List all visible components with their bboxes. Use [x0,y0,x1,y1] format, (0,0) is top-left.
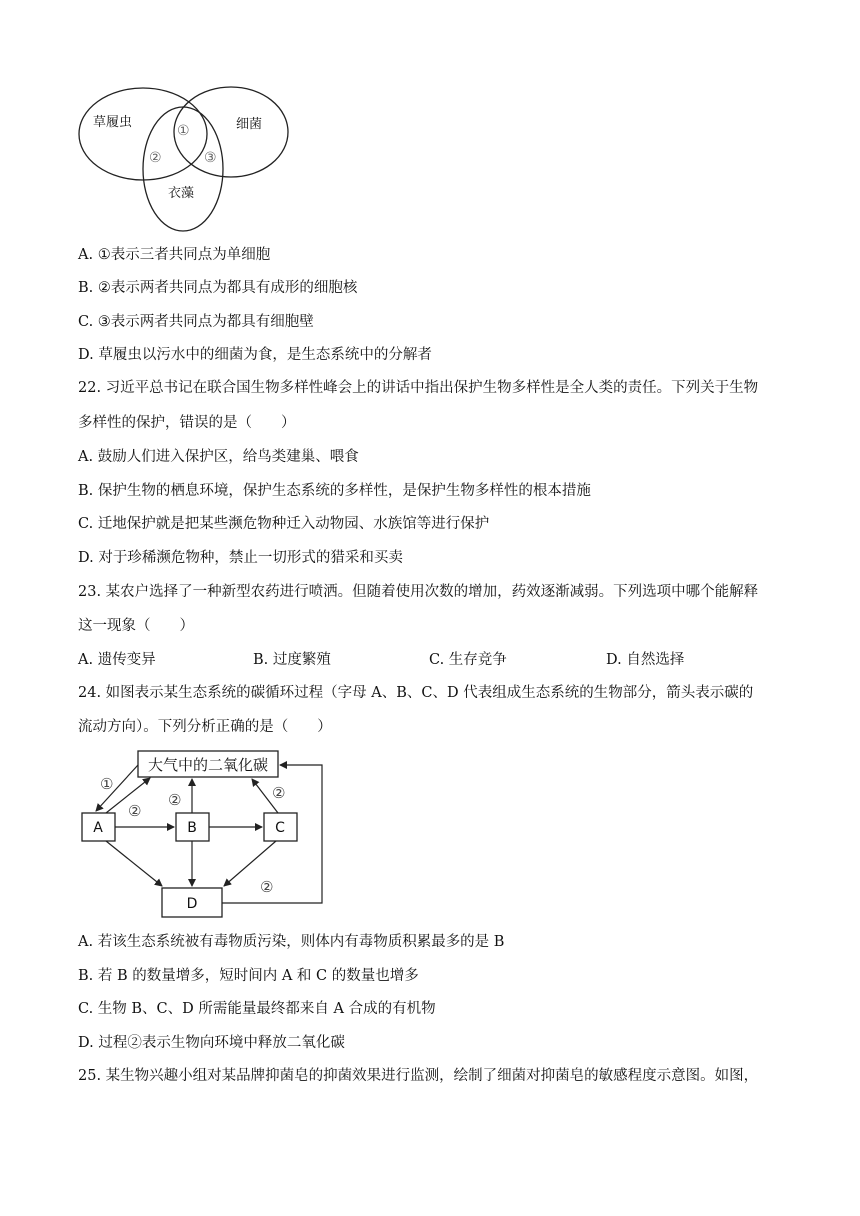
venn-mark-2: ② [149,150,162,166]
venn-label-chlamydomonas: 衣藻 [168,186,195,201]
q23-option-d: D. 自然选择 [606,652,685,668]
venn-label-paramecium: 草履虫 [93,115,133,130]
q24-option-c: C. 生物 B、C、D 所需能量最终都来自 A 合成的有机物 [78,1001,436,1017]
process-2-marker-c: ② [272,784,286,802]
venn-label-bacteria: 细菌 [236,117,263,132]
q24-option-d: D. 过程②表示生物向环境中释放二氧化碳 [78,1035,345,1051]
q22-option-a: A. 鼓励人们进入保护区，给鸟类建巢、喂食 [78,449,359,465]
organism-a-label: A [93,820,103,836]
q25-stem-line1: 25. 某生物兴趣小组对某品牌抑菌皂的抑菌效果进行监测，绘制了细菌对抑菌皂的敏感程度示意图。如图， [78,1068,759,1084]
organism-c-label: C [275,820,285,836]
q22-option-d: D. 对于珍稀濒危物种，禁止一切形式的猎采和买卖 [78,550,403,566]
q24-option-b: B. 若 B 的数量增多，短时间内 A 和 C 的数量也增多 [78,968,419,984]
carbon-cycle-diagram [76,745,336,925]
atmosphere-co2-label: 大气中的二氧化碳 [147,756,269,774]
venn-mark-3: ③ [204,150,217,166]
q24-option-a: A. 若该生态系统被有毒物质污染，则体内有毒物质积累最多的是 B [78,934,505,950]
process-2-marker-a: ② [128,802,142,820]
arrow-a-to-d [106,841,162,886]
q21-option-b: B. ②表示两者共同点为都具有成形的细胞核 [78,280,358,296]
venn-mark-1: ① [177,123,190,139]
q23-option-b: B. 过度繁殖 [253,652,331,668]
q22-stem-line2: 多样性的保护，错误的是（ ） [78,415,296,431]
process-2-marker-d: ② [260,878,274,896]
q21-option-a: A. ①表示三者共同点为单细胞 [78,247,271,263]
process-2-marker-b: ② [168,791,182,809]
q24-stem-line1: 24. 如图表示某生态系统的碳循环过程（字母 A、B、C、D 代表组成生态系统的生物部分，箭头表示碳的 [78,685,754,701]
q23-option-c: C. 生存竞争 [429,652,507,668]
venn-diagram [76,84,296,234]
q21-option-c: C. ③表示两者共同点为都具有细胞壁 [78,314,314,330]
q22-option-b: B. 保护生物的栖息环境，保护生态系统的多样性，是保护生物多样性的根本措施 [78,483,591,499]
bacteria-ellipse [174,87,288,177]
q23-stem-line1: 23. 某农户选择了一种新型农药进行喷洒。但随着使用次数的增加，药效逐渐减弱。下列选项中哪个能解释 [78,584,759,600]
q21-option-d: D. 草履虫以污水中的细菌为食，是生态系统中的分解者 [78,347,432,363]
organism-b-label: B [187,820,197,836]
q23-option-a: A. 遗传变异 [78,652,156,668]
q23-stem-line2: 这一现象（ ） [78,618,194,634]
q22-option-c: C. 迁地保护就是把某些濒危物种迁入动物园、水族馆等进行保护 [78,516,490,532]
process-1-marker: ① [100,775,114,793]
organism-d-label: D [186,896,198,912]
q24-stem-line2: 流动方向）。下列分析正确的是（ ） [78,719,332,735]
q22-stem-line1: 22. 习近平总书记在联合国生物多样性峰会上的讲话中指出保护生物多样性是全人类的责任。下列关于生物 [78,380,759,396]
